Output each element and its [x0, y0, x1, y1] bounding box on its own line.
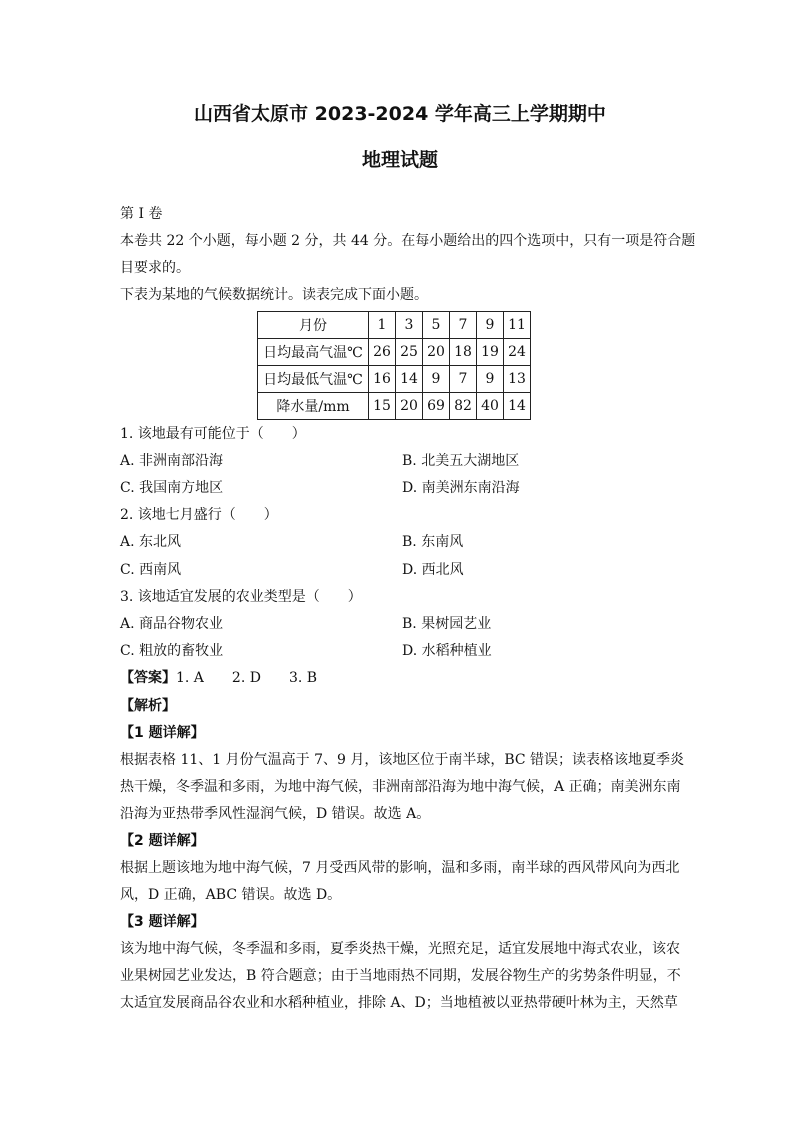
question-2-option-b: B. 东南风	[402, 534, 464, 550]
answer-text: 1. A 2. D 3. B	[176, 670, 318, 686]
section-label: 第 I 卷	[120, 206, 163, 222]
table-cell: 16	[369, 366, 396, 393]
detail-3-line: 业果树园艺业发达，B 符合题意；由于当地雨热不同期，发展谷物生产的劣势条件明显，不	[120, 968, 681, 984]
analysis-tag: 【解析】	[120, 698, 176, 714]
page-subtitle: 地理试题	[361, 149, 438, 171]
question-1-option-c: C. 我国南方地区	[120, 480, 224, 496]
intro-line-1: 本卷共 22 个小题，每小题 2 分，共 44 分。在每小题给出的四个选项中，只有一项是符合题	[120, 233, 696, 249]
detail-3-tag: 【3 题详解】	[120, 914, 205, 930]
table-cell: 日均最高气温℃	[258, 339, 369, 366]
table-cell: 日均最低气温℃	[258, 366, 369, 393]
table-cell: 9	[423, 366, 450, 393]
detail-2-line: 风，D 正确，ABC 错误。故选 D。	[120, 887, 342, 903]
question-2-option-a: A. 东北风	[120, 534, 182, 550]
detail-1-line: 根据表格 11、1 月份气温高于 7、9 月，该地区位于南半球，BC 错误；读表格该地夏季炎	[120, 752, 685, 768]
detail-1-tag: 【1 题详解】	[120, 725, 205, 741]
table-cell: 7	[450, 366, 477, 393]
table-row	[258, 339, 531, 366]
intro-line-2: 目要求的。	[120, 260, 190, 276]
page-title: 山西省太原市 2023-2024 学年高三上学期期中	[194, 103, 606, 125]
table-cell: 19	[477, 339, 504, 366]
question-3-option-a: A. 商品谷物农业	[120, 616, 224, 632]
table-cell: 月份	[258, 312, 369, 339]
table-cell: 20	[396, 393, 423, 420]
table-cell: 9	[477, 366, 504, 393]
table-cell: 69	[423, 393, 450, 420]
table-row	[258, 393, 531, 420]
table-cell: 9	[477, 312, 504, 339]
detail-2-line: 根据上题该地为地中海气候，7 月受西风带的影响，温和多雨，南半球的西风带风向为西北	[120, 860, 680, 876]
table-cell: 7	[450, 312, 477, 339]
table-cell: 15	[369, 393, 396, 420]
answer-line	[120, 668, 680, 688]
table-cell: 40	[477, 393, 504, 420]
table-cell: 14	[504, 393, 531, 420]
question-2-option-c: C. 西南风	[120, 562, 182, 578]
table-cell: 82	[450, 393, 477, 420]
table-cell: 20	[423, 339, 450, 366]
table-cell: 降水量/mm	[258, 393, 369, 420]
question-1-stem: 1. 该地最有可能位于（ ）	[120, 426, 306, 442]
table-cell: 1	[369, 312, 396, 339]
detail-2-tag: 【2 题详解】	[120, 833, 205, 849]
table-cell: 5	[423, 312, 450, 339]
question-1-option-b: B. 北美五大湖地区	[402, 453, 520, 469]
table-row	[258, 366, 531, 393]
question-3-option-c: C. 粗放的畜牧业	[120, 643, 224, 659]
question-2-stem: 2. 该地七月盛行（ ）	[120, 507, 278, 523]
question-3-option-b: B. 果树园艺业	[402, 616, 492, 632]
table-cell: 3	[396, 312, 423, 339]
table-cell: 24	[504, 339, 531, 366]
table-cell: 18	[450, 339, 477, 366]
table-cell: 14	[396, 366, 423, 393]
question-2-option-d: D. 西北风	[402, 562, 464, 578]
detail-3-line: 该为地中海气候，冬季温和多雨，夏季炎热干燥，光照充足，适宜发展地中海式农业，该农	[120, 941, 680, 957]
question-3-option-d: D. 水稻种植业	[402, 643, 492, 659]
table-intro: 下表为某地的气候数据统计。读表完成下面小题。	[120, 287, 428, 303]
detail-3-line: 太适宜发展商品谷农业和水稻种植业，排除 A、D；当地植被以亚热带硬叶林为主，天然草	[120, 995, 678, 1011]
table-cell: 11	[504, 312, 531, 339]
detail-1-line: 热干燥，冬季温和多雨，为地中海气候，非洲南部沿海为地中海气候，A 正确；南美洲东南	[120, 779, 681, 795]
detail-1-line: 沿海为亚热带季风性湿润气候，D 错误。故选 A。	[120, 806, 431, 822]
answer-tag: 【答案】	[120, 670, 176, 686]
table-row	[258, 312, 531, 339]
table-cell: 25	[396, 339, 423, 366]
table-cell: 26	[369, 339, 396, 366]
climate-table	[257, 311, 531, 420]
question-1-option-d: D. 南美洲东南沿海	[402, 480, 520, 496]
question-3-stem: 3. 该地适宜发展的农业类型是（ ）	[120, 589, 362, 605]
question-1-option-a: A. 非洲南部沿海	[120, 453, 224, 469]
table-cell: 13	[504, 366, 531, 393]
